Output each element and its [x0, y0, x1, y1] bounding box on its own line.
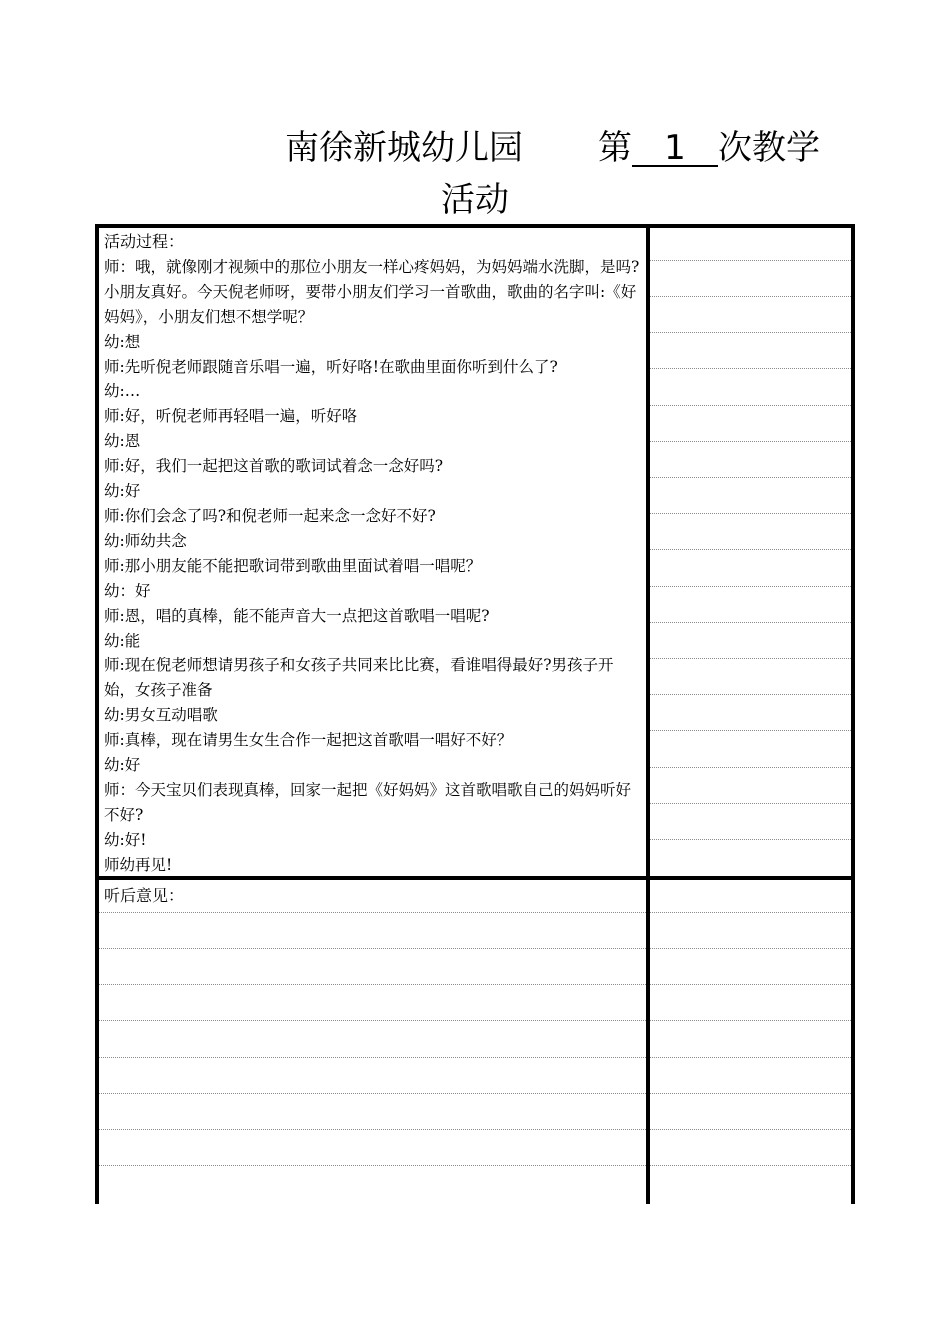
note-rule — [650, 767, 851, 768]
note-rule — [650, 549, 851, 550]
dialogue-line: 幼:师幼共念 — [104, 531, 187, 550]
dialogue-line: 幼:男女互动唱歌 — [104, 706, 218, 725]
note-rule — [650, 694, 851, 695]
dialogue-line: 师：今天宝贝们表现真棒，回家一起把《好妈妈》这首歌唱歌自己的妈妈听好不好? — [104, 780, 632, 824]
dialogue-line: 师幼再见! — [104, 855, 173, 874]
note-rule — [650, 839, 851, 840]
dialogue-line: 幼:好 — [104, 482, 141, 501]
note-rule — [650, 803, 851, 804]
note-rule — [650, 622, 851, 623]
dialogue-line: 师:现在倪老师想请男孩子和女孩子共同来比比赛，看谁唱得最好?男孩子开始，女孩子准备 — [104, 656, 614, 700]
dialogue-line: 师:好，听倪老师再轻唱一遍，听好咯 — [104, 407, 358, 426]
dialogue-line: 幼:想 — [104, 332, 141, 351]
note-rule — [650, 948, 851, 949]
note-rule — [650, 984, 851, 985]
note-rule — [650, 730, 851, 731]
opinion-label: 听后意见： — [104, 886, 185, 905]
note-rule — [650, 332, 851, 333]
activity-process-section — [104, 230, 644, 878]
session-prefix: 第 — [598, 128, 632, 168]
note-rule — [650, 513, 851, 514]
opinion-rule — [99, 948, 646, 949]
dialogue-line: 幼:好! — [104, 830, 147, 849]
dialogue-line: 师:那小朋友能不能把歌词带到歌曲里面试着唱一唱呢？ — [104, 556, 482, 575]
opinion-rule — [99, 1093, 646, 1094]
dialogue-line: 幼:能 — [104, 631, 141, 650]
note-rule — [650, 368, 851, 369]
session-suffix: 次教学 — [718, 128, 820, 168]
note-rule — [650, 912, 851, 913]
dialogue-line: 师:好，我们一起把这首歌的歌词试着念一念好吗? — [104, 457, 444, 476]
opinion-section — [99, 880, 851, 1204]
dialogue-line: 幼:好 — [104, 756, 141, 775]
note-rule — [650, 1020, 851, 1021]
note-rule — [650, 260, 851, 261]
dialogue-line: 师:恩，唱的真棒，能不能声音大一点把这首歌唱一唱呢? — [104, 606, 490, 625]
opinion-rule — [99, 912, 646, 913]
process-heading: 活动过程： — [104, 232, 185, 251]
notes-column — [650, 228, 851, 876]
session-label — [598, 128, 820, 168]
dialogue-line: 幼：好 — [104, 581, 151, 600]
title-activity: 活动 — [441, 180, 509, 220]
dialogue-line: 幼:恩 — [104, 432, 141, 451]
note-rule — [650, 441, 851, 442]
opinion-rule — [99, 1020, 646, 1021]
opinion-rule — [99, 1057, 646, 1058]
session-number: 1 — [632, 131, 718, 167]
note-rule — [650, 658, 851, 659]
note-rule — [650, 1129, 851, 1130]
note-rule — [650, 1057, 851, 1058]
opinion-rule — [99, 1129, 646, 1130]
dialogue-line: 师：哦，就像刚才视频中的那位小朋友一样心疼妈妈，为妈妈端水洗脚，是吗?小朋友真好。今天倪老师呀，要带小朋友们学习一首歌曲，歌曲的名字叫:《好妈妈》，小朋友们想不想学呢？ — [104, 257, 640, 326]
dialogue-line: 师:你们会念了吗?和倪老师一起来念一念好不好? — [104, 506, 436, 525]
note-rule — [650, 477, 851, 478]
note-rule — [650, 1165, 851, 1166]
dialogue-line: 师:真棒，现在请男生女生合作一起把这首歌唱一唱好不好？ — [104, 731, 513, 750]
opinion-rule — [99, 984, 646, 985]
note-rule — [650, 405, 851, 406]
opinion-rule — [99, 1165, 646, 1166]
school-name: 南徐新城幼儿园 — [285, 128, 523, 168]
note-rule — [650, 1093, 851, 1094]
note-rule — [650, 586, 851, 587]
dialogue-line: 师:先听倪老师跟随音乐唱一遍，听好咯!在歌曲里面你听到什么了? — [104, 357, 558, 376]
note-rule — [650, 296, 851, 297]
dialogue-line: 幼:… — [104, 382, 141, 401]
